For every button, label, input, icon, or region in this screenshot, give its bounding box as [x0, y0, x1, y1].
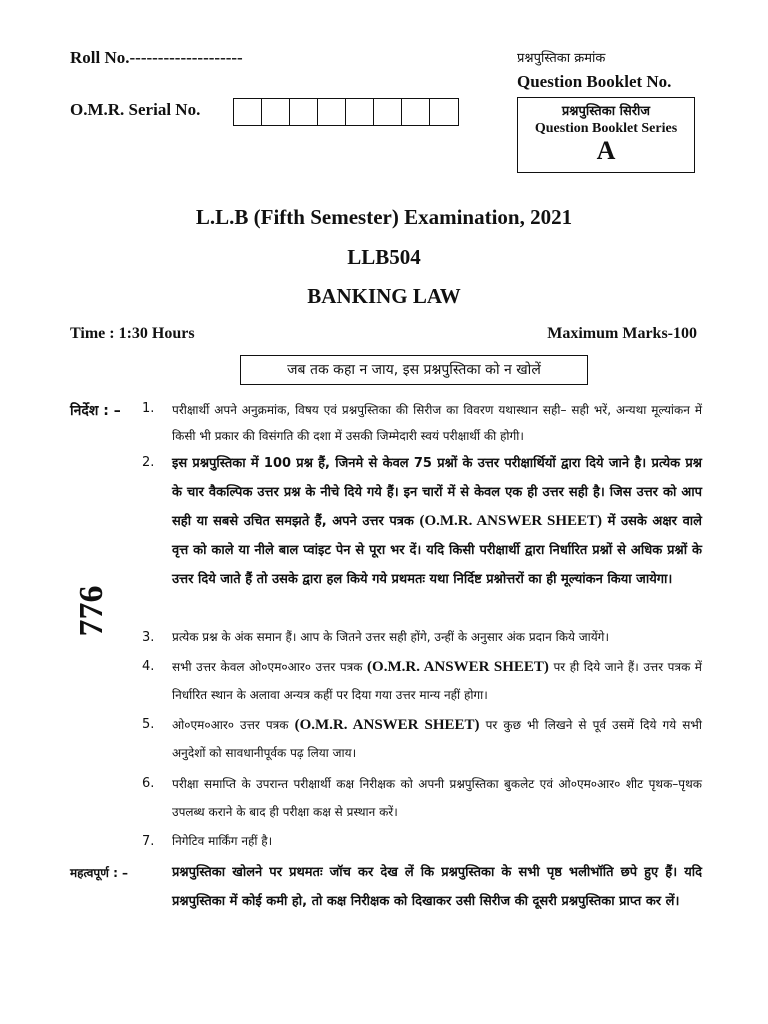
- instruction-text: [172, 449, 702, 594]
- instruction-number: 7.: [142, 834, 155, 849]
- booklet-number-label: Question Booklet No.: [517, 72, 672, 91]
- booklet-series-letter: A: [596, 136, 616, 165]
- roll-number-field: Roll No.--------------------: [70, 48, 243, 67]
- booklet-series-label-hindi: प्रश्नपुस्तिका सिरीज: [561, 104, 651, 119]
- instruction-text-part: ओ०एम०आर० उत्तर पत्रक: [172, 718, 289, 732]
- omr-serial-box: [318, 99, 346, 125]
- omr-serial-box: [290, 99, 318, 125]
- instruction-text: परीक्षार्थी अपने अनुक्रमांक, विषय एवं प्रश्नपुस्तिका की सिरीज का विवरण यथास्थान सही– सही भरें, अन्यथा मूल्यांकन में किसी भी प्रकार की विसंगति की दशा में उसकी जिम्मेदारी स्वयं परीक्षार्थी की होगी।: [172, 403, 702, 443]
- omr-serial-box: [262, 99, 290, 125]
- course-code: LLB504: [347, 245, 421, 269]
- omr-answer-sheet-term: (O.M.R. ANSWER SHEET): [294, 717, 480, 733]
- instruction-text-part: सभी उत्तर केवल ओ०एम०आर० उत्तर पत्रक: [172, 660, 363, 674]
- omr-answer-sheet-term: (O.M.R. ANSWER SHEET): [419, 513, 603, 529]
- booklet-number-label-hindi: प्रश्नपुस्तिका क्रमांक: [517, 51, 606, 66]
- instruction-text-part: में उसके अक्षर वाले वृत्त को काले या नीले बाल प्वांइट पेन से पूरा भर दें। यदि किसी परीक्षार्थी द्वारा निर्धारित प्रश्नों से अधिक प्रश्नों के उत्तर दिये जाते हैं तो उसके द्वारा हल किये गये प्रथमतः यथा निर्दिष्ट प्रश्नोत्तरों का ही मूल्यांकन किया जायेगा।: [172, 514, 702, 587]
- booklet-series-label: Question Booklet Series: [534, 121, 678, 136]
- maximum-marks: Maximum Marks-100: [547, 325, 697, 342]
- exam-title: L.L.B (Fifth Semester) Examination, 2021: [195, 205, 573, 229]
- omr-answer-sheet-term: (O.M.R. ANSWER SHEET): [367, 659, 549, 675]
- omr-serial-box: [430, 99, 458, 125]
- instruction-text: परीक्षा समाप्ति के उपरान्त परीक्षार्थी कक्ष निरीक्षक को अपनी प्रश्नपुस्तिका बुकलेट एवं ओ०एम०आर० शीट पृथक–पृथक उपलब्ध कराने के बाद ही परीक्षा कक्ष से प्रस्थान करें।: [172, 777, 702, 819]
- instruction-number: 3.: [142, 630, 155, 645]
- instruction-text: [172, 711, 702, 767]
- important-note: प्रश्नपुस्तिका खोलने पर प्रथमतः जॉच कर देख लें कि प्रश्नपुस्तिका के सभी पृष्ठ भलीभॉति छपे हुए हैं। यदि प्रश्नपुस्तिका में कोई कमी हो, तो कक्ष निरीक्षक को दिखाकर उसी सिरीज की दूसरी प्रश्नपुस्तिका प्राप्त कर लें।: [172, 865, 702, 909]
- important-label: महत्वपूर्ण : –: [70, 866, 129, 880]
- time-allowed: Time : 1:30 Hours: [70, 325, 195, 342]
- omr-serial-box: [234, 99, 262, 125]
- booklet-series-box: [517, 97, 695, 173]
- omr-serial-box: [374, 99, 402, 125]
- instruction-text-part: पर कुछ भी लिखने से पूर्व उसमें दिये गये सभी अनुदेशों को सावधानीपूर्वक पढ़ लिया जाय।: [172, 718, 702, 760]
- omr-serial-box: [402, 99, 430, 125]
- instruction-text-part: इस प्रश्नपुस्तिका में 100 प्रश्न हैं, जिनमे से केवल 75 प्रश्नों के उत्तर परीक्षार्थियों द्वारा दिये जाने है। प्रत्येक प्रश्न के चार वैकल्पिक उत्तर प्रश्न के नीचे दिये गये हैं। इन चारों में से केवल एक ही उत्तर सही है। जिस उत्तर को आप सही या सबसे उचित समझते हैं, अपने उत्तर पत्रक: [172, 456, 702, 529]
- instruction-text-part: पर ही दिये जाने हैं। उत्तर पत्रक में निर्धारित स्थान के अलावा अन्यत्र कहीं पर दिया गया उत्तर मान्य नहीं होगा।: [172, 660, 702, 702]
- do-not-open-warning: जब तक कहा न जाय, इस प्रश्नपुस्तिका को न खोलें: [240, 355, 588, 385]
- instruction-text: निगेटिव मार्किंग नहीं है।: [172, 834, 273, 848]
- omr-serial-boxes: [233, 98, 459, 126]
- omr-serial-box: [346, 99, 374, 125]
- instruction-text: [172, 653, 702, 709]
- subject-title: BANKING LAW: [307, 284, 461, 308]
- instruction-text: प्रत्येक प्रश्न के अंक समान हैं। आप के जितने उत्तर सही होंगे, उन्हीं के अनुसार अंक प्रदान किये जायेंगे।: [172, 630, 609, 644]
- instruction-number: 5.: [142, 717, 155, 732]
- instruction-number: 2.: [142, 455, 155, 470]
- instruction-number: 1.: [142, 401, 155, 416]
- instructions-label: निर्देश : –: [70, 403, 121, 419]
- instruction-number: 4.: [142, 659, 155, 674]
- omr-serial-label: O.M.R. Serial No.: [70, 100, 201, 119]
- side-serial-number: 776: [73, 585, 110, 637]
- instruction-number: 6.: [142, 776, 155, 791]
